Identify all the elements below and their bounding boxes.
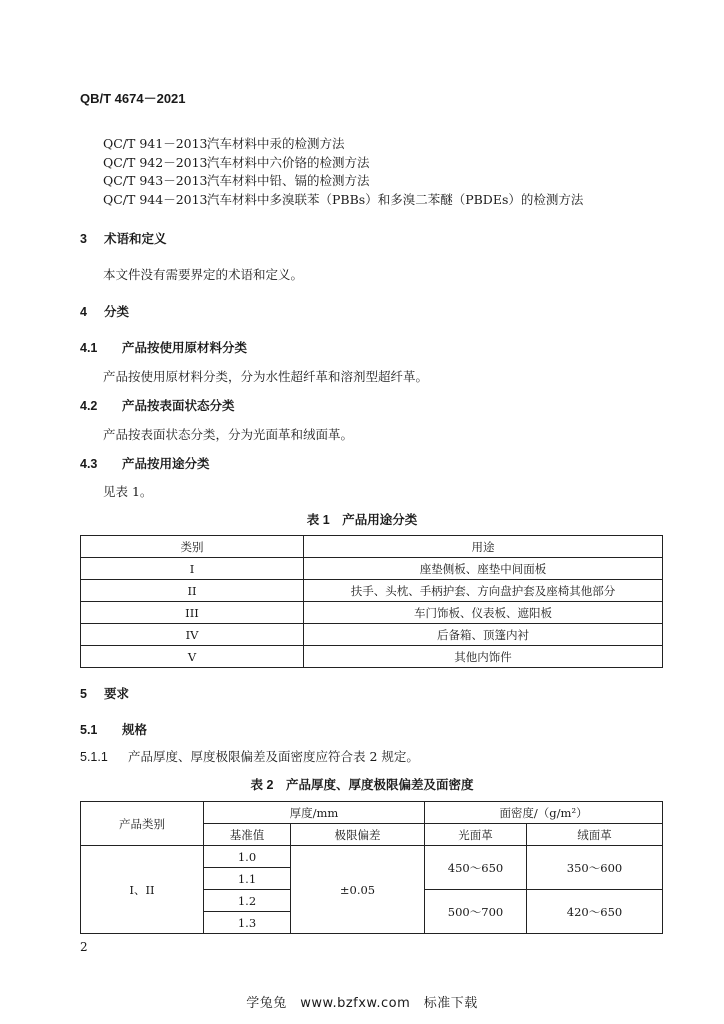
table-2-header-density: 面密度/（g/m²） (425, 802, 663, 824)
document-code: QB/T 4674－2021 (80, 91, 186, 106)
table-1-header-usage: 用途 (304, 536, 663, 558)
table-row: 1.3 (81, 912, 663, 934)
table-2-header-thickness: 厚度/mm (204, 802, 425, 824)
section-4-2-text: 产品按表面状态分类，分为光面革和绒面革。 (103, 427, 354, 442)
table-2 (80, 801, 663, 934)
table-2-header-tolerance: 极限偏差 (291, 824, 425, 846)
footer-watermark[interactable]: 学兔兔 www.bzfxw.com 标准下载 (246, 996, 478, 1011)
table-1 (80, 535, 663, 668)
table-row: I、II 1.0 ±0.05 450～650 350～600 (81, 846, 663, 868)
section-heading-4-1: 4.1 产品按使用原材料分类 (80, 341, 248, 355)
section-heading-5-1: 5.1 规格 (80, 723, 148, 737)
table-2-header-suede: 绒面革 (527, 824, 663, 846)
table-2-header-category: 产品类别 (81, 802, 204, 846)
table-2-caption: 表 2 产品厚度、厚度极限偏差及面密度 (250, 778, 474, 792)
table-row: 1.1 (81, 868, 663, 890)
table-row: III 车门饰板、仪表板、遮阳板 (81, 602, 663, 624)
table-row: V 其他内饰件 (81, 646, 663, 668)
table-2-header-smooth: 光面革 (425, 824, 527, 846)
reference-item: QC/T 943－2013汽车材料中铅、镉的检测方法 (103, 173, 370, 188)
section-heading-4-2: 4.2 产品按表面状态分类 (80, 399, 235, 413)
reference-item: QC/T 944－2013汽车材料中多溴联苯（PBBs）和多溴二苯醚（PBDEs）的检测方法 (103, 192, 584, 207)
clause-5-1-1: 5.1.1 产品厚度、厚度极限偏差及面密度应符合表 2 规定。 (80, 749, 419, 764)
reference-item: QC/T 942－2013汽车材料中六价铬的检测方法 (103, 155, 370, 170)
table-row: II 扶手、头枕、手柄护套、方向盘护套及座椅其他部分 (81, 580, 663, 602)
table-1-caption: 表 1 产品用途分类 (306, 513, 418, 527)
table-2-category: I、II (81, 846, 204, 934)
section-heading-5: 5 要求 (80, 687, 130, 701)
reference-item: QC/T 941－2013汽车材料中汞的检测方法 (103, 136, 345, 151)
section-3-text: 本文件没有需要界定的术语和定义。 (103, 267, 304, 282)
section-heading-4-3: 4.3 产品按用途分类 (80, 457, 210, 471)
section-heading-3: 3 术语和定义 (80, 232, 167, 246)
section-heading-4: 4 分类 (80, 305, 130, 319)
section-4-3-text: 见表 1。 (103, 484, 153, 499)
table-row: 1.2 500～700 420～650 (81, 890, 663, 912)
table-row: I 座垫侧板、座垫中间面板 (81, 558, 663, 580)
table-2-tolerance: ±0.05 (291, 846, 425, 934)
page-number: 2 (80, 940, 88, 954)
section-4-1-text: 产品按使用原材料分类，分为水性超纤革和溶剂型超纤革。 (103, 369, 429, 384)
table-2-header-base: 基准值 (204, 824, 291, 846)
table-1-header-category: 类别 (81, 536, 304, 558)
table-row: IV 后备箱、顶篷内衬 (81, 624, 663, 646)
